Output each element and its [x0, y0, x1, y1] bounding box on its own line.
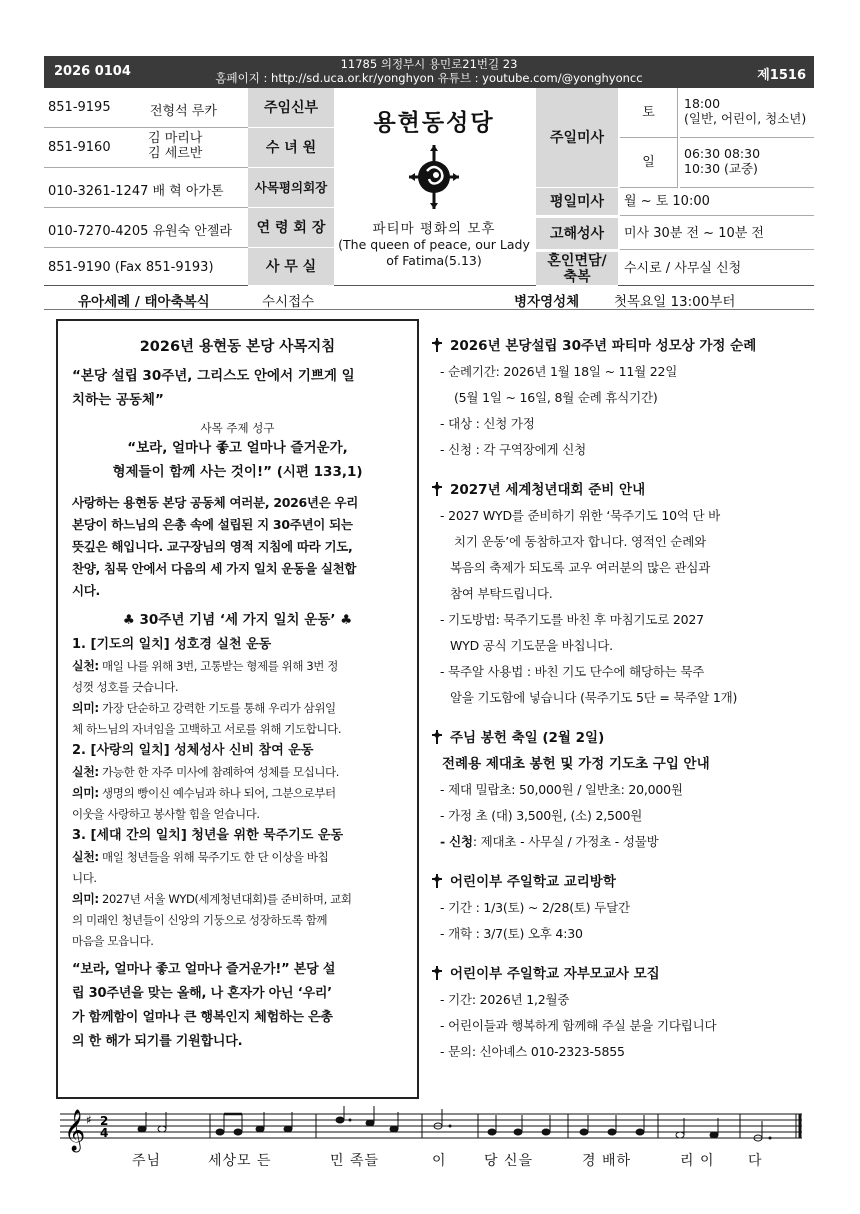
marriage-label: [536, 252, 618, 286]
practice-label: 실천:: [72, 850, 99, 864]
announcement-subtitle: 전례용 제대초 봉헌 및 가정 기도초 구입 안내: [442, 756, 710, 772]
verse: [72, 436, 403, 484]
announcement-line: - 2027 WYD를 준비하기 위한 ‘묵주기도 10억 단 바: [440, 508, 721, 523]
contact-name-2: 김 세르반: [148, 146, 203, 161]
contact-name-1: 김 마리나: [148, 131, 203, 146]
practice-text: 매일 나를 위해 3번, 고통받는 형제를 위해 3번 정: [98, 659, 338, 673]
time-signature-bottom: 4: [100, 1126, 109, 1140]
cross-icon: [430, 338, 444, 352]
contact-row: [44, 168, 248, 208]
lyric-word: 다: [748, 1153, 763, 1169]
church-subtitle: 파티마 평화의 모후: [372, 221, 496, 237]
contact-role: 사 무 실: [248, 248, 334, 286]
time-signature-top: 2: [100, 1114, 109, 1128]
sunday-mass-label: 주일미사: [536, 88, 618, 188]
movement-3-meaning: [72, 889, 403, 910]
movement-2-heading: 2. [사랑의 일치] 성체성사 신비 참여 운동: [72, 743, 314, 758]
info-bar: [44, 288, 814, 310]
verse-title: 사목 주제 성구: [200, 421, 275, 435]
announcement-line: 알을 기도함에 넣습니다 (묵주기도 5단 = 묵주알 1개): [450, 690, 738, 705]
movement-2-practice: [72, 762, 403, 783]
meaning-label: 의미:: [72, 892, 99, 906]
closing-line: 가 함께함이 얼마나 큰 행복인지 체험하는 은총: [72, 1010, 333, 1025]
announcement-line: - 기간: 2026년 1,2월중: [440, 992, 570, 1007]
marriage-label-2: 축복: [563, 269, 591, 285]
announcement-teacher-recruit: [430, 961, 810, 1065]
announcement-line: 복음의 축제가 되도록 교우 여러분의 많은 관심과: [450, 560, 711, 575]
web-links: 홈페이지 : http://sd.uca.or.kr/yonghyon 유튜브 : youtube.com/@yonghyoncc: [215, 71, 643, 85]
sunday-times: [680, 138, 814, 188]
movement-3-meaning-cont: 의 미래인 청년들이 신앙의 기둥으로 성장하도록 함께: [72, 913, 328, 927]
church-subtitle-english: (The queen of peace, our Lady of Fatima(5.13): [338, 237, 530, 268]
announcement-title: 어린이부 주일학교 자부모교사 모집: [450, 966, 660, 982]
announcement-line: - 개학 : 3/7(토) 오후 4:30: [440, 926, 583, 941]
confession-label: 고해성사: [536, 218, 618, 250]
announcement-pilgrimage: [430, 333, 810, 463]
contact-role: 수 녀 원: [248, 128, 334, 168]
address-block: [194, 57, 664, 85]
cross-icon: [430, 966, 444, 980]
announcement-line: - 순례기간: 2026년 1월 18일 ~ 11월 22일: [440, 364, 678, 379]
contact-name: 전형석 루카: [150, 104, 217, 119]
meaning-text: 가장 단순하고 강력한 기도를 통해 우리가 삼위일: [98, 701, 336, 715]
movement-3-heading: 3. [세대 간의 일치] 청년을 위한 묵주기도 운동: [72, 828, 344, 843]
announcement-title: 2026년 본당설립 30주년 파티마 성모상 가정 순례: [450, 338, 757, 354]
practice-label: 실천:: [72, 765, 99, 779]
marriage-label-1: 혼인면담/: [547, 253, 607, 269]
motto-line: 치하는 공동체”: [72, 392, 164, 408]
movement-2-meaning: [72, 783, 403, 804]
contact-role: 사목평의회장: [248, 168, 334, 208]
top-bar: [44, 56, 814, 88]
lyric-word: 주님: [132, 1153, 162, 1169]
announcement-line: WYD 공식 기도문을 바칩니다.: [450, 638, 613, 653]
movement-1-heading: 1. [기도의 일치] 성호경 실천 운동: [72, 637, 272, 652]
announcement-title: 2027년 세계청년대회 준비 안내: [450, 482, 646, 498]
practice-text: 가능한 한 자주 미사에 참례하여 성체를 모십니다.: [98, 765, 340, 779]
verse-line: 형제들이 함께 사는 것이!” (시편 133,1): [112, 464, 363, 480]
saturday-label: 토: [620, 88, 678, 138]
saturday-time: 18:00: [684, 96, 721, 111]
closing-line: “보라, 얼마나 좋고 얼마나 즐거운가!” 본당 설: [72, 962, 336, 977]
sunday-time-2: 10:30 (교중): [684, 161, 758, 176]
announcement-line: (5월 1일 ~ 16일, 8월 순례 휴식기간): [454, 390, 658, 405]
announcement-line: - 묵주알 사용법 : 바친 기도 단수에 해당하는 묵주: [440, 664, 705, 679]
verse-line: “보라, 얼마나 좋고 얼마나 즐거운가,: [127, 440, 348, 456]
contact-number: 851-9195: [48, 100, 111, 115]
para-line: 사랑하는 용현동 본당 공동체 여러분, 2026년은 우리: [72, 495, 359, 510]
lyric-word: 민 족들: [330, 1153, 380, 1169]
church-title-block: [334, 88, 534, 286]
announcement-line: 참여 부탁드립니다.: [450, 586, 553, 601]
closing-line: 의 한 해가 되기를 기원합니다.: [72, 1034, 243, 1049]
apply-label: - 신청: [440, 834, 473, 849]
lyric-word: 당 신을: [484, 1153, 534, 1169]
movement-3-practice: [72, 847, 403, 868]
saturday-times: [680, 88, 814, 138]
announcement-line: - 기간 : 1/3(토) ~ 2/28(토) 두달간: [440, 900, 630, 915]
issue-date: 2026 0104: [54, 64, 131, 79]
lyric-word: 리 이: [680, 1153, 715, 1169]
church-name: 용현동성당: [373, 110, 495, 136]
announcement-line: - 대상 : 신청 가정: [440, 416, 535, 431]
church-emblem-icon: [407, 145, 461, 209]
contact-info: 010-3261-1247 배 혁 아가톤: [48, 184, 224, 199]
announcement-line: - 기도방법: 묵주기도를 바친 후 마침기도로 2027: [440, 612, 704, 627]
issue-number: 제1516: [757, 68, 806, 83]
movement-1-practice-cont: 성껏 성호를 긋습니다.: [72, 680, 179, 694]
motto: [72, 364, 403, 412]
movement-3-practice-cont: 니다.: [72, 871, 97, 885]
announcement-line: - 신청 : 각 구역장에게 신청: [440, 442, 586, 457]
meaning-text: 생명의 빵이신 예수님과 하나 되어, 그분으로부터: [98, 786, 336, 800]
marriage-value: 수시로 / 사무실 신청: [624, 261, 742, 276]
lyric-word: 경 배하: [582, 1153, 632, 1169]
cross-icon: [430, 482, 444, 496]
closing-paragraph: [72, 958, 403, 1054]
announcement-line: - 문의: 신아녜스 010-2323-5855: [440, 1044, 625, 1059]
contact-number: 851-9160: [48, 140, 111, 155]
sick-communion-value: 첫목요일 13:00부터: [614, 294, 736, 310]
weekday-mass-label: 평일미사: [536, 188, 618, 216]
sharp-icon: ♯: [86, 1113, 92, 1127]
movement-1-meaning: [72, 698, 403, 719]
announcement-school-vacation: [430, 869, 810, 947]
section-heading: ♣ 30주년 기념 ‘세 가지 일치 운동’ ♣: [122, 612, 353, 628]
contact-info: 851-9190 (Fax 851-9193): [48, 260, 214, 275]
confession-value: 미사 30분 전 ~ 10분 전: [620, 218, 814, 250]
announcement-title: 어린이부 주일학교 교리방학: [450, 874, 616, 890]
sick-communion-label: 병자영성체: [514, 294, 580, 310]
weekday-mass-value: 월 ~ 토 10:00: [620, 188, 814, 216]
contact-role: 주임신부: [248, 88, 334, 128]
intro-paragraph: [72, 492, 403, 602]
apply-text: : 제대초 - 사무실 / 가정초 - 성물방: [472, 834, 659, 849]
cross-icon: [430, 730, 444, 744]
meaning-label: 의미:: [72, 786, 99, 800]
announcement-candles: [430, 725, 810, 855]
contact-info: 010-7270-4205 유원숙 안젤라: [48, 224, 232, 239]
closing-line: 립 30주년을 맞는 올해, 나 혼자가 아닌 ‘우리’: [72, 986, 332, 1001]
para-line: 찬양, 침묵 안에서 다음의 세 가지 일치 운동을 실천합: [72, 561, 357, 576]
header-grid: [44, 88, 814, 286]
para-line: 뜻깊은 해입니다. 교구장님의 영적 지침에 따라 기도,: [72, 539, 353, 554]
announcement-line: 치기 운동’에 동참하고자 합니다. 영적인 순례와: [454, 534, 707, 549]
announcement-line: - 제대 밀랍초: 50,000원 / 일반초: 20,000원: [440, 782, 683, 797]
contact-row: [44, 248, 248, 288]
motto-line: “본당 설립 30주년, 그리스도 안에서 기쁘게 일: [72, 368, 355, 384]
meaning-text: 2027년 서울 WYD(세계청년대회)를 준비하며, 교회: [98, 892, 352, 906]
practice-text: 매일 청년들을 위해 묵주기도 한 단 이상을 바칩: [98, 850, 329, 864]
movement-1-meaning-cont: 체 하느님의 자녀임을 고백하고 서로를 위해 기도합니다.: [72, 722, 342, 736]
meaning-label: 의미:: [72, 701, 99, 715]
church-address: 11785 의정부시 용민로21번길 23: [340, 57, 518, 71]
announcement-title: 주님 봉헌 축일 (2월 2일): [450, 730, 605, 746]
contact-name: [148, 131, 202, 161]
baptism-label: 유아세례 / 태아축복식: [78, 294, 210, 310]
practice-label: 실천:: [72, 659, 99, 673]
announcement-line: [430, 829, 810, 855]
lyric-word: 세상모 든: [208, 1153, 272, 1169]
contact-role: 연 령 회 장: [248, 208, 334, 248]
announcements-column: [430, 333, 810, 1079]
para-line: 본당이 하느님의 은총 속에 설립된 지 30주년이 되는: [72, 517, 353, 532]
pastoral-guidelines-box: [56, 319, 419, 1099]
para-line: 시다.: [72, 583, 100, 598]
lyric-word: 이: [432, 1153, 447, 1169]
announcement-line: - 어린이들과 행복하게 함께해 주실 분을 기다립니다: [440, 1018, 717, 1033]
baptism-value: 수시접수: [262, 294, 315, 310]
sunday-time-1: 06:30 08:30: [684, 146, 761, 161]
announcement-wyd: [430, 477, 810, 711]
movement-2-meaning-cont: 이웃을 사랑하고 봉사할 힘을 얻습니다.: [72, 807, 260, 821]
movement-1-practice: [72, 656, 403, 677]
movement-3-meaning-cont: 마음을 모읍니다.: [72, 934, 154, 948]
sunday-label: 일: [620, 138, 678, 188]
saturday-note: (일반, 어린이, 청소년): [684, 111, 807, 126]
treble-clef-icon: 𝄞: [64, 1110, 86, 1151]
contact-row: [44, 208, 248, 248]
announcement-line: - 가정 초 (대) 3,500원, (소) 2,500원: [440, 808, 643, 823]
guidelines-title: 2026년 용현동 본당 사목지침: [139, 339, 336, 355]
cross-icon: [430, 874, 444, 888]
